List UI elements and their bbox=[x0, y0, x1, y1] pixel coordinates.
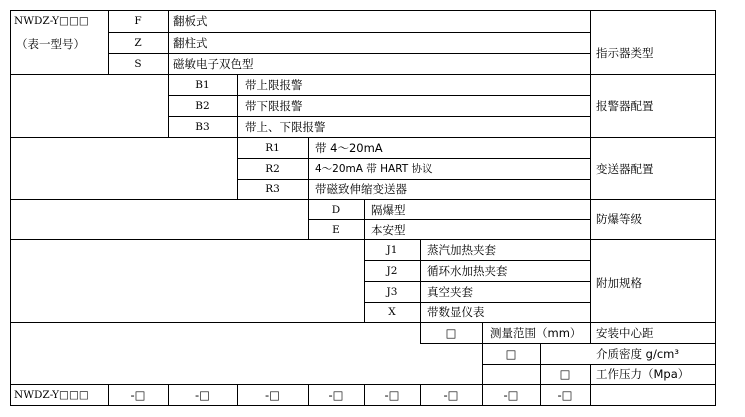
indicator-code-s: S bbox=[134, 58, 142, 70]
rule bbox=[237, 74, 238, 199]
alarm-code-b3: B3 bbox=[195, 121, 210, 133]
addon-code-x: X bbox=[388, 306, 396, 318]
rule bbox=[364, 281, 590, 282]
rule bbox=[420, 343, 715, 344]
alarm-label-b3: 带上、下限报警 bbox=[245, 120, 326, 134]
addon-category: 附加规格 bbox=[596, 276, 642, 290]
rule bbox=[364, 199, 365, 322]
footer-slot: -□ bbox=[557, 388, 573, 402]
rule bbox=[715, 10, 716, 406]
footer-slot: -□ bbox=[264, 388, 280, 402]
footer-slot: -□ bbox=[130, 388, 146, 402]
explosion-label-e: 本安型 bbox=[371, 223, 406, 237]
param-label-range: 测量范围（mm） bbox=[490, 326, 582, 340]
footer-slot: -□ bbox=[503, 388, 519, 402]
rule bbox=[10, 10, 715, 11]
explosion-code-e: E bbox=[332, 224, 340, 236]
footer-slot: -□ bbox=[194, 388, 210, 402]
transmitter-code-r3: R3 bbox=[265, 183, 280, 195]
addon-label-j2: 循环水加热夹套 bbox=[427, 264, 508, 278]
rule bbox=[108, 32, 590, 33]
transmitter-label-r2: 4～20mA 带 HART 协议 bbox=[315, 163, 433, 175]
transmitter-label-r1: 带 4～20mA bbox=[315, 141, 383, 155]
rule bbox=[237, 158, 590, 159]
rule bbox=[168, 10, 169, 137]
rule bbox=[10, 137, 715, 138]
alarm-label-b2: 带下限报警 bbox=[245, 99, 303, 113]
explosion-label-d: 隔爆型 bbox=[371, 203, 406, 217]
addon-code-j2: J2 bbox=[386, 265, 398, 277]
explosion-code-d: D bbox=[331, 204, 341, 216]
param-category-center-distance: 安装中心距 bbox=[596, 326, 654, 340]
rule bbox=[10, 199, 715, 200]
model-code: NWDZ-Y□□□ bbox=[14, 15, 89, 27]
alarm-category: 报警器配置 bbox=[596, 99, 654, 113]
indicator-label-z: 翻柱式 bbox=[173, 36, 208, 50]
rule bbox=[364, 302, 590, 303]
rule bbox=[10, 405, 715, 406]
rule bbox=[482, 364, 715, 365]
alarm-code-b2: B2 bbox=[195, 100, 210, 112]
transmitter-code-r1: R1 bbox=[265, 142, 280, 154]
addon-label-j1: 蒸汽加热夹套 bbox=[427, 243, 496, 257]
param-box-range: □ bbox=[445, 326, 457, 340]
explosion-category: 防爆等级 bbox=[596, 212, 642, 226]
footer-slot: -□ bbox=[328, 388, 344, 402]
transmitter-code-r2: R2 bbox=[265, 163, 280, 175]
rule bbox=[168, 95, 590, 96]
rule bbox=[308, 219, 590, 220]
footer-model-code: NWDZ-Y□□□ bbox=[14, 389, 89, 401]
indicator-label-f: 翻板式 bbox=[173, 14, 208, 28]
addon-label-x: 带数显仪表 bbox=[427, 305, 485, 319]
rule bbox=[364, 260, 590, 261]
rule bbox=[10, 74, 715, 75]
rule bbox=[10, 384, 715, 385]
param-label-density: 介质密度 g/cm³ bbox=[596, 347, 679, 361]
indicator-code-f: F bbox=[134, 15, 142, 27]
footer-slot: -□ bbox=[384, 388, 400, 402]
addon-label-j3: 真空夹套 bbox=[427, 285, 473, 299]
footer-slot: -□ bbox=[443, 388, 459, 402]
addon-code-j1: J1 bbox=[386, 244, 398, 256]
param-box-density: □ bbox=[505, 347, 517, 361]
param-label-pressure: 工作压力（Mpa） bbox=[596, 367, 690, 381]
rule bbox=[10, 322, 715, 323]
model-subtitle: （表一型号） bbox=[16, 37, 85, 51]
rule bbox=[10, 10, 11, 406]
indicator-category: 指示器类型 bbox=[596, 46, 654, 60]
rule bbox=[590, 10, 591, 343]
rule bbox=[237, 179, 590, 180]
rule bbox=[590, 364, 591, 405]
addon-code-j3: J3 bbox=[386, 286, 398, 298]
transmitter-label-r3: 带磁致伸缩变送器 bbox=[315, 182, 407, 196]
indicator-label-s: 磁敏电子双色型 bbox=[173, 57, 254, 71]
transmitter-category: 变送器配置 bbox=[596, 162, 654, 176]
rule bbox=[168, 116, 590, 117]
param-box-pressure: □ bbox=[559, 367, 571, 381]
indicator-code-z: Z bbox=[134, 37, 142, 49]
alarm-label-b1: 带上限报警 bbox=[245, 78, 303, 92]
rule bbox=[10, 239, 715, 240]
rule bbox=[108, 53, 590, 54]
alarm-code-b1: B1 bbox=[195, 79, 210, 91]
